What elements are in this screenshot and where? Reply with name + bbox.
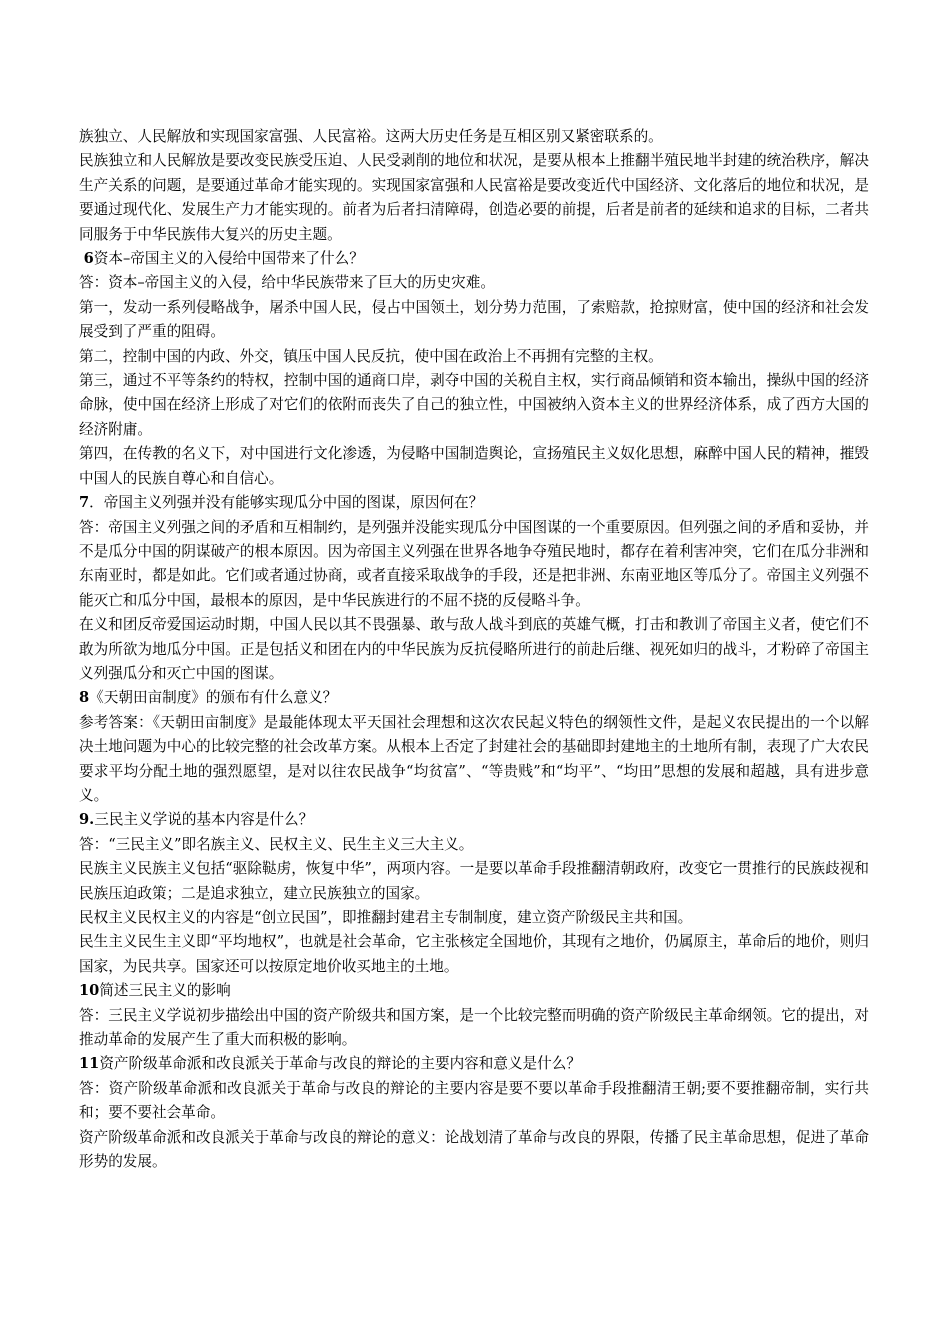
question-number: 10 xyxy=(79,982,100,1000)
answer-paragraph: 第一，发动一系列侵略战争，屠杀中国人民，侵占中国领土，划分势力范围，了索赔款，抢掠财富，使中国的经济和社会发展受到了严重的阻碍。 xyxy=(79,298,869,341)
answer-paragraph: 答：资本–帝国主义的入侵，给中华民族带来了巨大的历史灾难。 xyxy=(79,274,495,292)
answer-paragraph: 答：三民主义学说初步描绘出中国的资产阶级共和国方案，是一个比较完整而明确的资产阶级民主革命纲领。它的提出，对推动革命的发展产生了重大而积极的影响。 xyxy=(79,1006,869,1049)
question-7 xyxy=(79,491,869,515)
paragraph: 民族独立和人民解放是要改变民族受压迫、人民受剥削的地位和状况，是要从根本上推翻半殖民地半封建的统治秩序，解决生产关系的问题，是要通过革命才能实现的。实现国家富强和人民富裕是要改变近代中国经济、文化落后的地位和状况，是要通过现代化、发展生产力才能实现的。前者为后者扫清障碍，创造必要的前提，后者是前者的延续和追求的目标，二者共同服务于中华民族伟大复兴的历史主题。 xyxy=(79,152,869,243)
answer-paragraph: 答：“三民主义”即名族主义、民权主义、民生主义三大主义。 xyxy=(79,835,474,853)
question-text: 《天朝田亩制度》的颁布有什么意义？ xyxy=(89,689,338,707)
answer-paragraph: 答：帝国主义列强之间的矛盾和互相制约，是列强并没能实现瓜分中国图谋的一个重要原因。但列强之间的矛盾和妥协，并不是瓜分中国的阴谋破产的根本原因。因为帝国主义列强在世界各地争夺殖民地时，都存在着利害冲突，它们在瓜分非洲和东南亚时，都是如此。它们或者通过协商，或者直接采取战争的手段，还是把非洲、东南亚地区等瓜分了。帝国主义列强不能灭亡和瓜分中国，最根本的原因，是中华民族进行的不屈不挠的反侵略斗争。 xyxy=(79,518,869,609)
question-11 xyxy=(79,1052,869,1076)
question-6 xyxy=(79,247,869,271)
question-number: 6 xyxy=(83,250,94,268)
answer-paragraph: 参考答案：《天朝田亩制度》是最能体现太平天国社会理想和这次农民起义特色的纲领性文件，是起义农民提出的一个以解决土地问题为中心的比较完整的社会改革方案。从根本上否定了封建社会的基础即封建地主的土地所有制，表现了广大农民要求平均分配土地的强烈愿望，是对以往农民战争“均贫富”、“等贵贱”和“均平”、“均田”思想的发展和超越，具有进步意义。 xyxy=(79,713,869,804)
answer-paragraph: 民族主义民族主义包括“驱除鞑虏，恢复中华”，两项内容。一是要以革命手段推翻清朝政府，改变它一贯推行的民族歧视和民族压迫政策；二是追求独立，建立民族独立的国家。 xyxy=(79,860,869,902)
answer-paragraph: 第二，控制中国的内政、外交，镇压中国人民反抗，使中国在政治上不再拥有完整的主权。 xyxy=(79,347,663,365)
answer-paragraph: 第三，通过不平等条约的特权，控制中国的通商口岸，剥夺中国的关税自主权，实行商品倾销和资本输出，操纵中国的经济命脉，使中国在经济上形成了对它们的依附而丧失了自己的独立性，中国被纳入资本主义的世界经济体系，成了西方大国的经济附庸。 xyxy=(79,372,869,438)
paragraph: 族独立、人民解放和实现国家富强、人民富裕。这两大历史任务是互相区别又紧密联系的。 xyxy=(79,128,663,145)
answer-paragraph: 民权主义民权主义的内容是“创立民国”，即推翻封建君主专制制度，建立资产阶级民主共和国。 xyxy=(79,909,693,926)
question-number: 7 xyxy=(79,494,90,512)
answer-paragraph: 在义和团反帝爱国运动时期，中国人民以其不畏强暴、敢与敌人战斗到底的英雄气概，打击和教训了帝国主义者，使它们不敢为所欲为地瓜分中国。正是包括义和团在内的中华民族为反抗侵略所进行的前赴后继、视死如归的战斗，才粉碎了帝国主义列强瓜分和灭亡中国的图谋。 xyxy=(79,616,869,682)
question-text: 资产阶级革命派和改良派关于革命与改良的辩论的主要内容和意义是什么？ xyxy=(99,1055,581,1073)
question-number: 9. xyxy=(79,811,95,829)
question-text: 资本–帝国主义的入侵给中国带来了什么？ xyxy=(93,250,364,268)
document-body xyxy=(79,125,869,1174)
question-9 xyxy=(79,808,869,832)
question-text: 简述三民主义的影响 xyxy=(99,982,231,1000)
question-text: 三民主义学说的基本内容是什么？ xyxy=(94,811,314,829)
answer-paragraph: 民生主义民生主义即“平均地权”，也就是社会革命，它主张核定全国地价，其现有之地价，仍属原主，革命后的地价，则归国家，为民共享。国家还可以按原定地价收买地主的土地。 xyxy=(79,933,869,975)
question-text: ．帝国主义列强并没有能够实现瓜分中国的图谋，原因何在？ xyxy=(89,494,484,512)
question-number: 11 xyxy=(79,1055,100,1073)
question-10 xyxy=(79,979,869,1003)
answer-paragraph: 资产阶级革命派和改良派关于革命与改良的辩论的意义：论战划清了革命与改良的界限，传播了民主革命思想，促进了革命形势的发展。 xyxy=(79,1128,869,1171)
question-8 xyxy=(79,686,869,710)
question-number: 8 xyxy=(79,689,90,707)
answer-paragraph: 答：资产阶级革命派和改良派关于革命与改良的辩论的主要内容是要不要以革命手段推翻清王朝;要不要推翻帝制，实行共和；要不要社会革命。 xyxy=(79,1079,869,1122)
answer-paragraph: 第四，在传教的名义下，对中国进行文化渗透，为侵略中国制造舆论，宣扬殖民主义奴化思想，麻醉中国人民的精神，摧毁中国人的民族自尊心和自信心。 xyxy=(79,445,869,487)
